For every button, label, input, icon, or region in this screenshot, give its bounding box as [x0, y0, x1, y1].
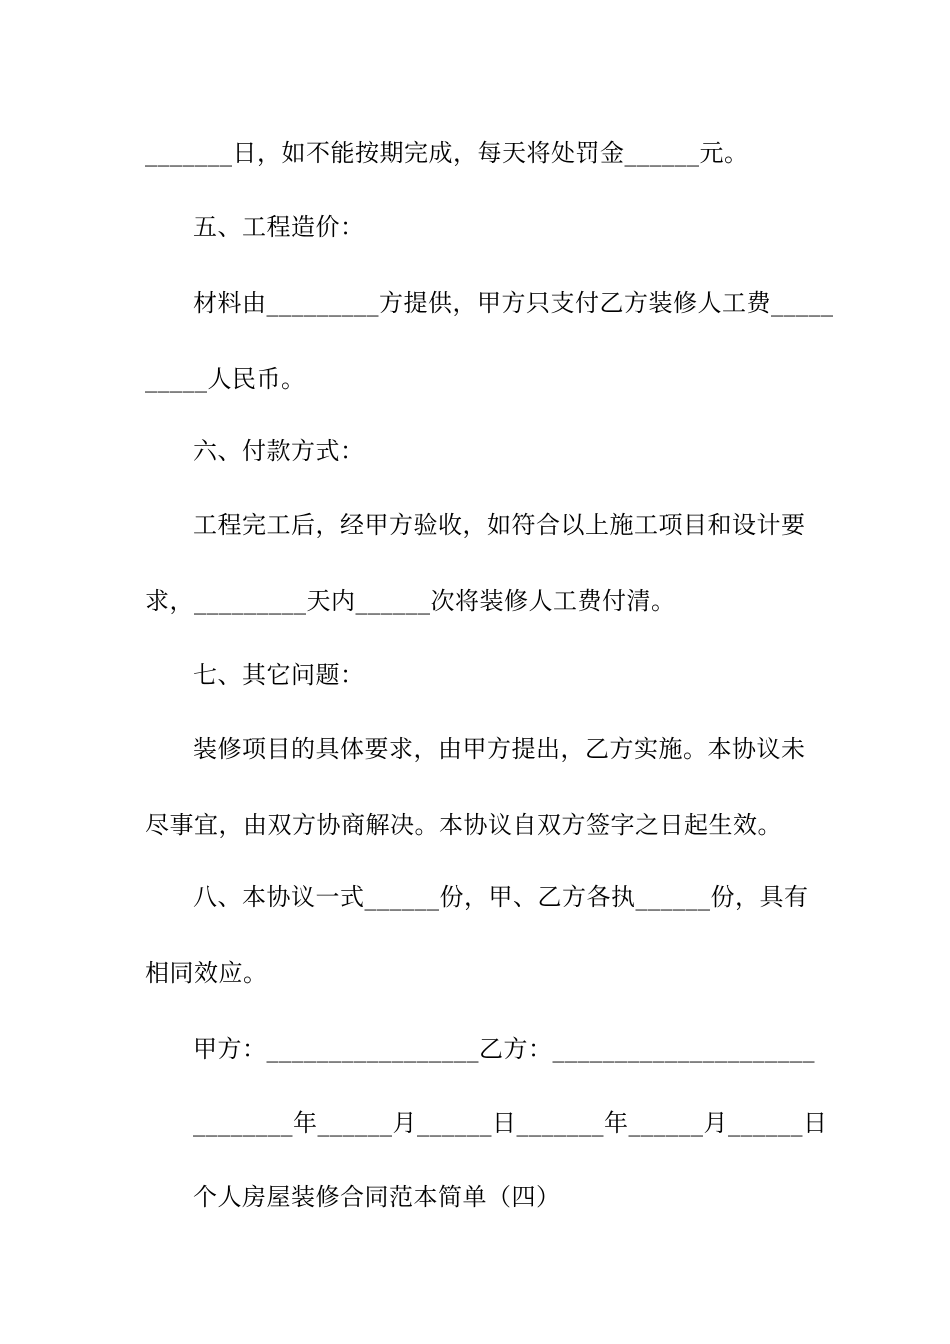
section-heading-project-cost: 五、工程造价：: [193, 213, 365, 241]
next-document-title: 个人房屋装修合同范本简单（四）: [193, 1183, 561, 1211]
paragraph-other-line-1: 装修项目的具体要求，由甲方提出，乙方实施。本协议未: [193, 735, 806, 763]
signature-line-dates: ________年______月______日_______年______月______日: [193, 1109, 828, 1137]
section-heading-other-issues: 七、其它问题：: [193, 661, 365, 689]
paragraph-materials-line-2: _____人民币。: [145, 365, 306, 393]
paragraph-penalty-clause-end: _______日，如不能按期完成，每天将处罚金______元。: [145, 139, 749, 167]
section-heading-payment-method: 六、付款方式：: [193, 437, 365, 465]
paragraph-materials-line-1: 材料由_________方提供，甲方只支付乙方装修人工费_____: [193, 289, 834, 317]
paragraph-other-line-2: 尽事宜，由双方协商解决。本协议自双方签字之日起生效。: [145, 811, 782, 839]
signature-line-parties: 甲方：_________________乙方：_____________________: [193, 1035, 815, 1063]
paragraph-copies-line-2: 相同效应。: [145, 959, 268, 987]
paragraph-payment-line-2: 求，_________天内______次将装修人工费付清。: [145, 587, 676, 615]
paragraph-copies-line-1: 八、本协议一式______份，甲、乙方各执______份，具有: [193, 883, 809, 911]
paragraph-payment-line-1: 工程完工后，经甲方验收，如符合以上施工项目和设计要: [193, 511, 806, 539]
